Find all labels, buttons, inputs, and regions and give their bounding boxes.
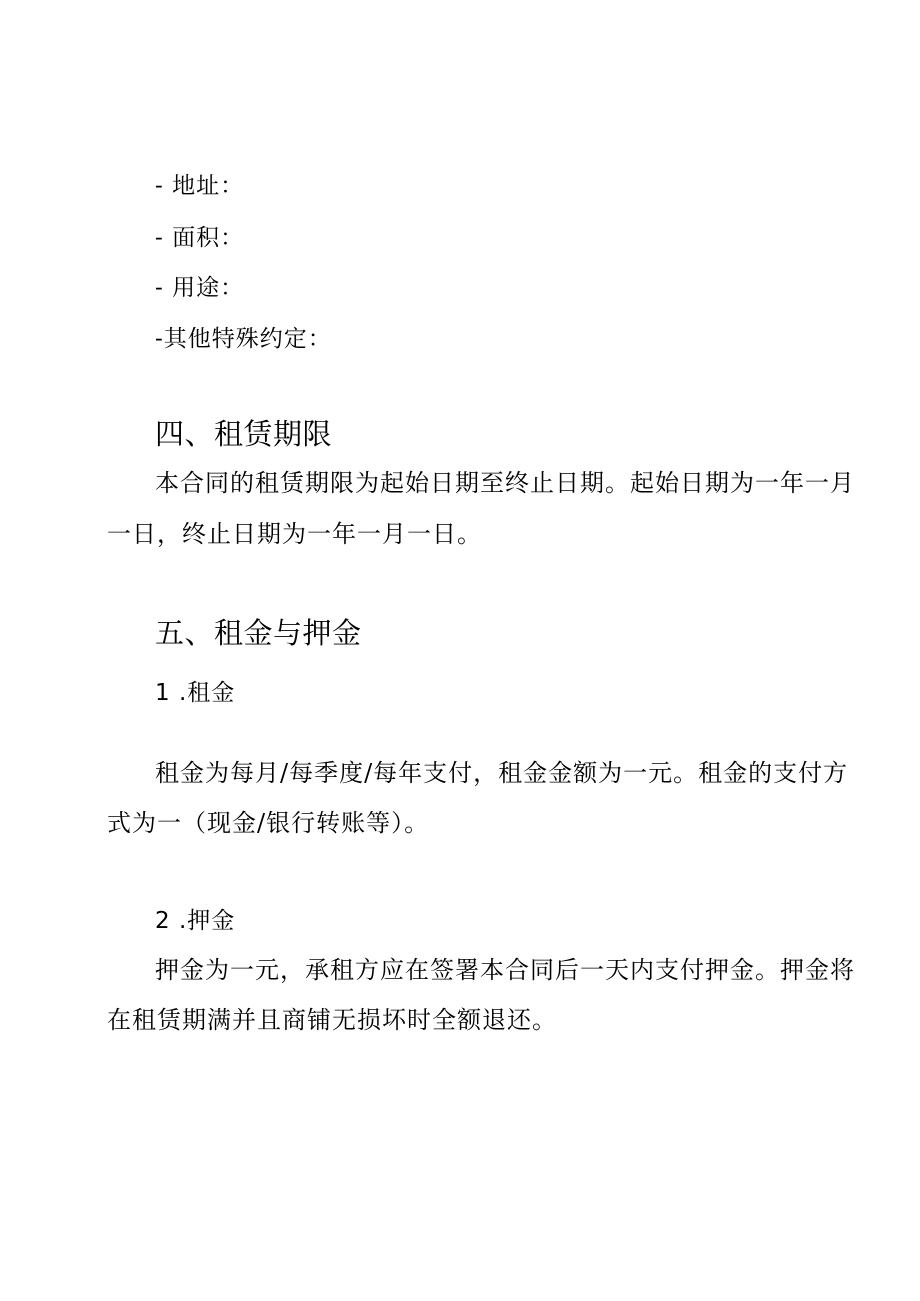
field-area: - 面积： [155,225,245,251]
section-4-paragraph-line-1: 本合同的租赁期限为起始日期至终止日期。起始日期为一年一月 [155,469,855,497]
rent-subheading: 1 .租金 [155,680,236,706]
section-4-paragraph-line-2: 一日，终止日期为一年一月一日。 [107,520,482,548]
field-usage: - 用途： [155,275,245,301]
section-5-heading: 五、租金与押金 [155,616,362,650]
deposit-paragraph-line-2: 在租赁期满并且商铺无损坏时全额退还。 [107,1006,557,1034]
field-address: - 地址： [155,173,245,199]
deposit-paragraph-line-1: 押金为一元，承租方应在签署本合同后一天内支付押金。押金将 [155,956,855,984]
deposit-subheading: 2 .押金 [155,908,236,934]
section-4-heading: 四、租赁期限 [155,417,333,451]
rent-paragraph-line-2: 式为一（现金/银行转账等）。 [107,809,430,837]
rent-paragraph-line-1: 租金为每月/每季度/每年支付，租金金额为一元。租金的支付方 [155,759,849,787]
field-special-terms: -其他特殊约定： [155,326,332,352]
